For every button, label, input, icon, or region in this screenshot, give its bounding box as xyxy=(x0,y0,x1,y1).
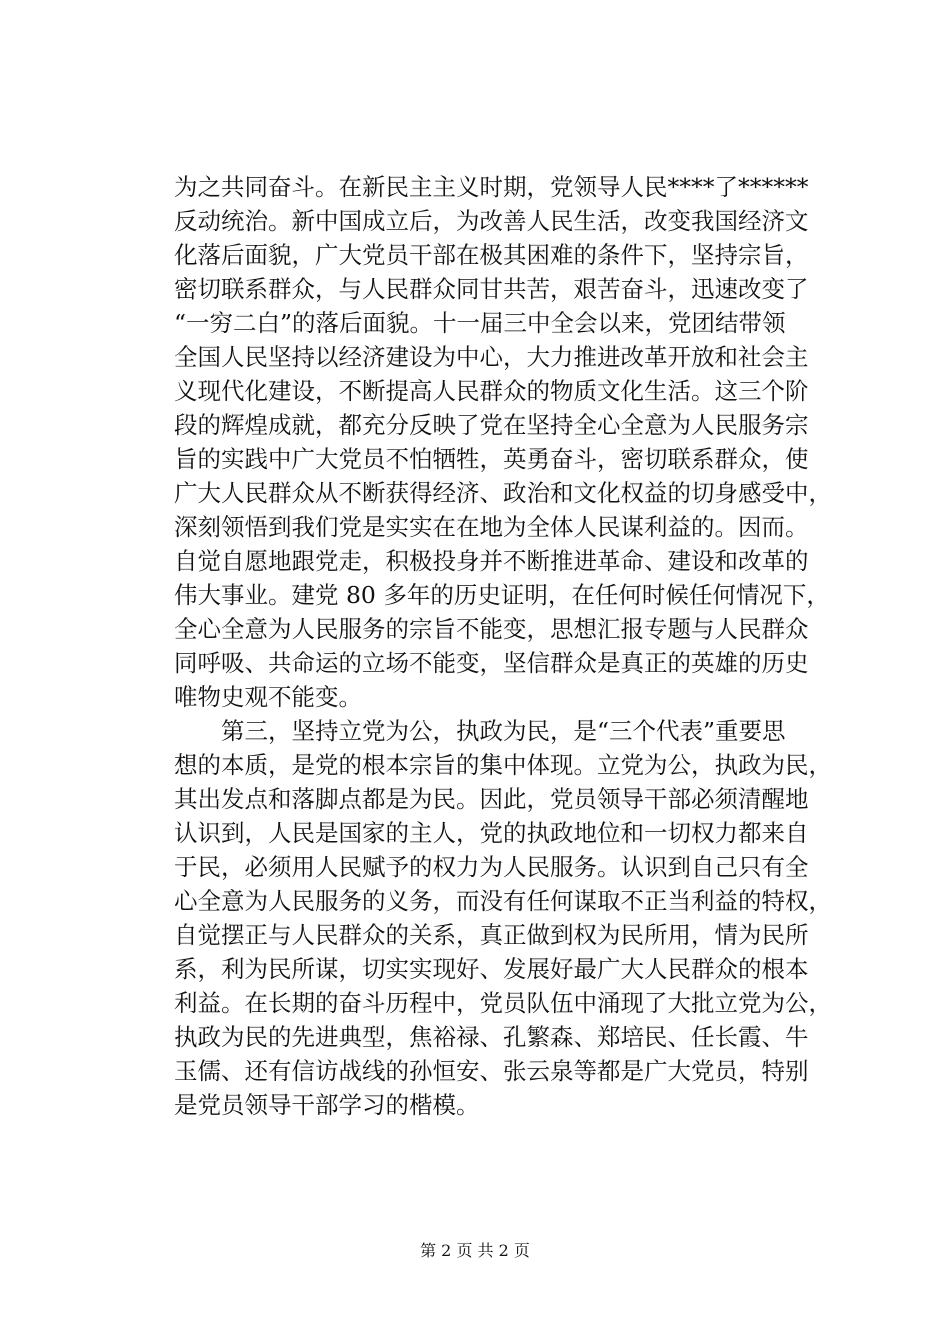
page-footer xyxy=(0,1240,950,1262)
text-line: 全心全意为人民服务的宗旨不能变，思想汇报专题与人民群众 xyxy=(174,615,809,643)
text-line: 段的辉煌成就，都充分反映了党在坚持全心全意为人民服务宗 xyxy=(174,411,809,439)
text-line: 广大人民群众从不断获得经济、政治和文化权益的切身感受中， xyxy=(174,479,832,507)
text-line: 于民，必须用人民赋予的权力为人民服务。认识到自己只有全 xyxy=(174,853,809,881)
text-line: 旨的实践中广大党员不怕牺牲，英勇奋斗，密切联系群众，使 xyxy=(174,445,809,473)
text-line: 深刻领悟到我们党是实实在在地为全体人民谋利益的。因而。 xyxy=(174,513,809,541)
text-line: 自觉自愿地跟党走，积极投身并不断推进革命、建设和改革的 xyxy=(174,547,809,575)
text-line: 唯物史观不能变。 xyxy=(174,683,362,711)
text-line: 全国人民坚持以经济建设为中心，大力推进改革开放和社会主 xyxy=(174,343,809,371)
paragraph-1 xyxy=(174,170,832,714)
page-number: 第 2 页 共 2 页 xyxy=(420,1241,530,1260)
text-line: 玉儒、还有信访战线的孙恒安、张云泉等都是广大党员，特别 xyxy=(174,1057,809,1085)
text-line: “一穷二白”的落后面貌。十一届三中全会以来，党团结带领 xyxy=(174,309,786,337)
text-line: 其出发点和落脚点都是为民。因此，党员领导干部必须清醒地 xyxy=(174,785,809,813)
paragraph-2 xyxy=(174,714,832,1122)
text-line: 义现代化建设，不断提高人民群众的物质文化生活。这三个阶 xyxy=(174,377,809,405)
text-line: 自觉摆正与人民群众的关系，真正做到权为民所用，情为民所 xyxy=(174,921,809,949)
text-line: 执政为民的先进典型，焦裕禄、孔繁森、郑培民、任长霞、牛 xyxy=(174,1023,809,1051)
text-line: 心全意为人民服务的义务，而没有任何谋取不正当利益的特权， xyxy=(174,887,832,915)
body-text xyxy=(174,170,832,1122)
text-line: 想的本质，是党的根本宗旨的集中体现。立党为公，执政为民， xyxy=(174,751,832,779)
text-line: 密切联系群众，与人民群众同甘共苦，艰苦奋斗，迅速改变了 xyxy=(174,275,809,303)
text-line: 系，利为民所谋，切实实现好、发展好最广大人民群众的根本 xyxy=(174,955,809,983)
text-line: 伟大事业。建党 80 多年的历史证明，在任何时候任何情况下， xyxy=(174,581,830,609)
text-line: 反动统治。新中国成立后，为改善人民生活，改变我国经济文 xyxy=(174,207,809,235)
text-line: 是党员领导干部学习的楷模。 xyxy=(174,1091,480,1119)
text-line: 为之共同奋斗。在新民主主义时期，党领导人民****了****** xyxy=(174,173,809,201)
text-line: 利益。在长期的奋斗历程中，党员队伍中涌现了大批立党为公， xyxy=(174,989,832,1017)
text-line: 同呼吸、共命运的立场不能变，坚信群众是真正的英雄的历史 xyxy=(174,649,809,677)
text-line: 认识到，人民是国家的主人，党的执政地位和一切权力都来自 xyxy=(174,819,809,847)
text-line: 化落后面貌，广大党员干部在极其困难的条件下，坚持宗旨， xyxy=(174,241,809,269)
text-line: 第三，坚持立党为公，执政为民，是“三个代表”重要思 xyxy=(174,717,786,745)
